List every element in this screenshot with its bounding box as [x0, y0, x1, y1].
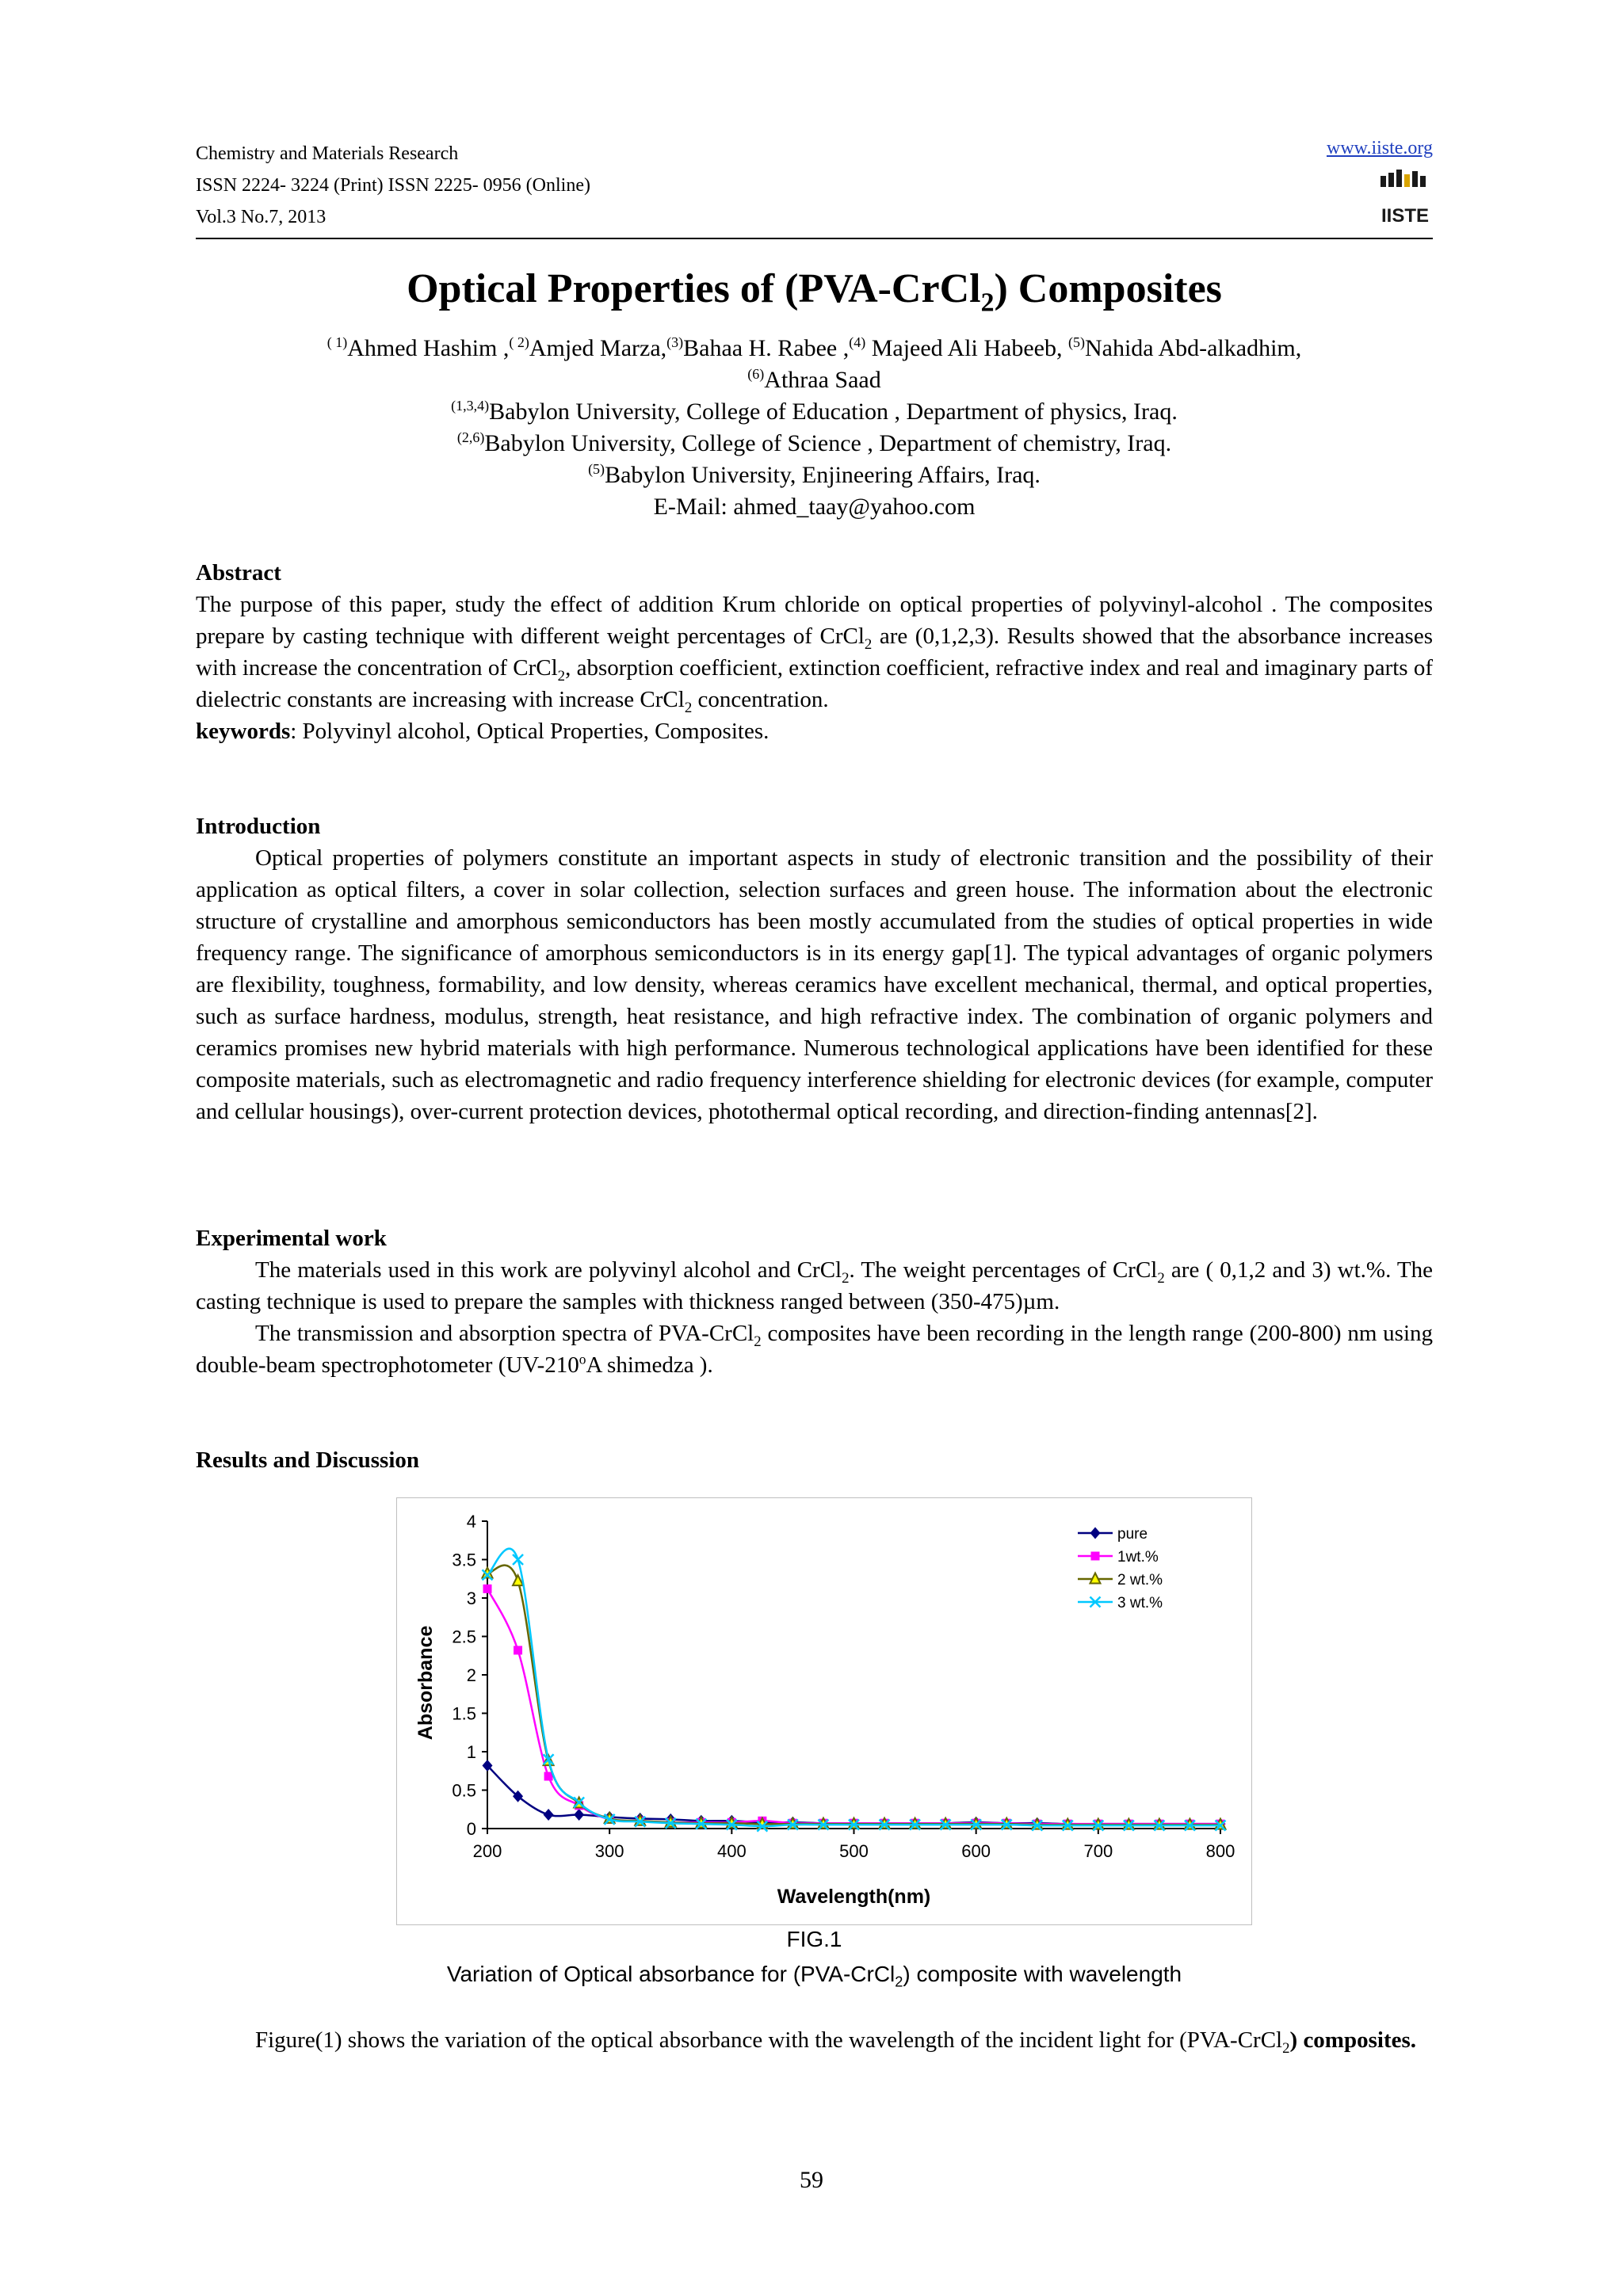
author-line-2: $^{(6)}$Athraa Saad [747, 366, 881, 393]
x-tick-label: 600 [961, 1841, 991, 1861]
header-rule [196, 238, 1433, 239]
x-tick-label: 300 [594, 1841, 624, 1861]
results-section [196, 1444, 1433, 1476]
legend-label-3: 3 wt.% [1117, 1595, 1163, 1611]
experimental-text-2: The transmission and absorption spectra of PVA-CrCl$_2$ composites have been recording in the length range (200-800) nm using double-beam spectrophotometer (UV-210$^o$A shimedza ). [196, 1321, 1433, 1378]
data-point-1 [483, 1585, 492, 1593]
y-tick-label: 0.5 [452, 1780, 476, 1801]
x-tick-label: 200 [472, 1841, 502, 1861]
affiliation-2: $^{(2,6)}$Babylon University, College of Science , Department of chemistry, Iraq. [456, 429, 1172, 456]
legend-label-1: 1wt.% [1117, 1549, 1159, 1566]
abstract-section [196, 557, 1433, 747]
experimental-section [196, 1222, 1433, 1381]
logo-lettering: IISTE [1381, 205, 1430, 227]
x-axis-label: Wavelength(nm) [777, 1886, 931, 1908]
author-email: E-Mail: ahmed_taay@yahoo.com [653, 494, 976, 520]
absorbance-chart [396, 1497, 1252, 1925]
keywords-line: keywords: Polyvinyl alcohol, Optical Properties, Composites. [196, 719, 769, 744]
paper-title: Optical Properties of (PVA-CrCl$_2$) Composites [407, 266, 1222, 318]
data-point-1 [514, 1646, 522, 1654]
author-block [196, 333, 1433, 523]
running-header [196, 138, 590, 233]
figure-discussion-text: Figure(1) shows the variation of the optical absorbance with the wavelength of the incident light for (PVA-CrCl$_2$) composites. [255, 2027, 1417, 2057]
y-axis-label: Absorbance [414, 1625, 437, 1741]
figure-discussion [196, 2024, 1433, 2056]
volume-line: Vol.3 No.7, 2013 [196, 207, 327, 227]
journal-website-link[interactable]: www.iiste.org [1327, 138, 1433, 158]
page-number: 59 [800, 2167, 823, 2193]
y-tick-label: 2.5 [452, 1627, 476, 1647]
introduction-heading: Introduction [196, 814, 321, 839]
y-tick-label: 3.5 [452, 1550, 476, 1570]
abstract-heading: Abstract [196, 560, 281, 585]
y-tick-label: 2 [466, 1665, 476, 1685]
y-tick-label: 1 [466, 1742, 476, 1762]
legend-marker-1 [1091, 1552, 1100, 1561]
experimental-heading: Experimental work [196, 1226, 387, 1251]
legend-label-0: pure [1117, 1526, 1148, 1543]
iiste-logo [1377, 168, 1433, 228]
x-tick-label: 400 [716, 1841, 747, 1861]
y-tick-label: 1.5 [452, 1703, 476, 1724]
y-tick-label: 3 [466, 1589, 476, 1608]
figure-label: FIG.1 [786, 1927, 842, 1951]
affiliation-1: $^{(1,3,4)}$Babylon University, College of Education , Department of physics, Iraq. [451, 398, 1178, 425]
journal-name: Chemistry and Materials Research [196, 143, 459, 164]
y-tick-label: 0 [466, 1819, 476, 1839]
experimental-text-1: The materials used in this work are polyvinyl alcohol and CrCl$_2$. The weight percentages of CrCl$_2$ are ( 0,1,2 and 3) wt.%. The casting technique is used to prepare the samples with thickness ranged between (350-475)µm. [196, 1257, 1434, 1314]
figure-caption: Variation of Optical absorbance for (PVA-CrCl$_2$) composite with wavelength [446, 1962, 1182, 1990]
introduction-text: Optical properties of polymers constitute an important aspects in study of electronic transition and the possibility of their application as optical filters, a cover in solar collection, selection surfaces and green house. The information about the electronic structure of crystalline and amorphous semiconductors has been mostly accumulated from the studies of optical properties in wide frequency range. The significance of amorphous semiconductors is in its energy gap[1]. The typical advantages of organic polymers are flexibility, toughness, formability, and low density, whereas ceramics have excellent mechanical, thermal, and optical properties, such as surface hardness, modulus, strength, heat resistance, and high refractive index. The combination of organic polymers and ceramics promises new hybrid materials with high performance. Numerous technological applications have been identified for these composite materials, such as electromagnetic and radio frequency interference shielding for electronic devices (for example, computer and cellular housings), over-current protection devices, photothermal optical recording, and direction-finding antennas[2]. [196, 845, 1433, 1124]
x-tick-label: 700 [1083, 1841, 1113, 1861]
x-tick-label: 500 [839, 1841, 869, 1861]
results-heading: Results and Discussion [196, 1447, 420, 1473]
x-tick-label: 800 [1205, 1841, 1235, 1861]
legend-label-2: 2 wt.% [1117, 1572, 1163, 1589]
issn-line: ISSN 2224- 3224 (Print) ISSN 2225- 0956 (Online) [196, 175, 590, 196]
abstract-text: The purpose of this paper, study the effect of addition Krum chloride on optical properties of polyvinyl-alcohol . The composites prepare by casting technique with different weight percentages of CrCl$_2$ are (0,1,2,3). Results showed that the absorbance increases with increase the concentration of CrCl$_2$, absorption coefficient, extinction coefficient, refractive index and real and imaginary parts of dielectric constants are increasing with increase CrCl$_2$ concentration. [196, 592, 1433, 716]
affiliation-3: $^{(5)}$Babylon University, Enjineering Affairs, Iraq. [588, 461, 1041, 488]
introduction-section [196, 810, 1433, 1127]
y-tick-label: 4 [466, 1512, 476, 1531]
author-line-1: $^{( 1)}$Ahmed Hashim ,$^{( 2)}$Amjed Marza,$^{(3)}$Bahaa H. Rabee ,$^{(4)}$ Majeed Ali Habeeb, $^{(5)}$Nahida Abd-alkadhim, [327, 334, 1302, 361]
